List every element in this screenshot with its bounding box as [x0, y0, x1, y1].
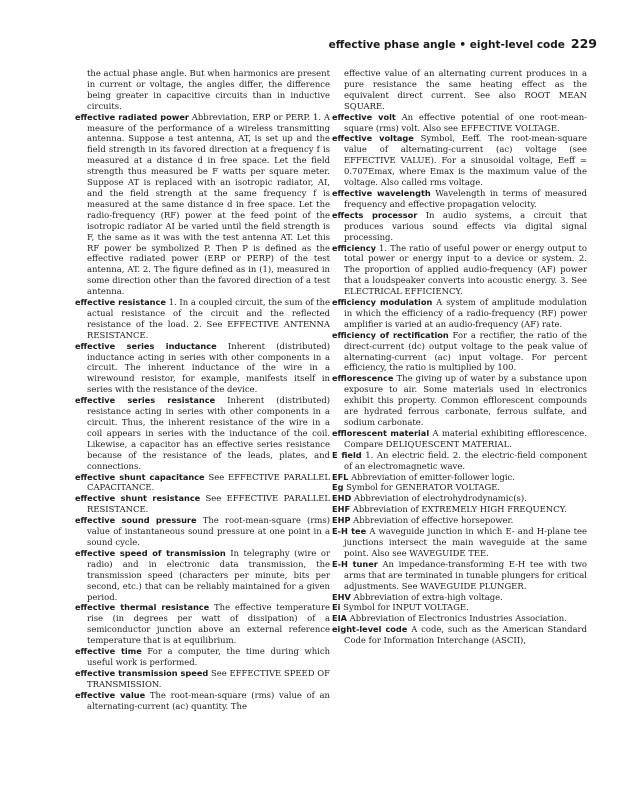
entry-definition: The root-mean-square (rms) value of an alternating-current (ac) quantity. The [87, 689, 330, 711]
entry-definition: 1. The ratio of useful power or energy output to total power or energy input to a device or system. 2. The proportion of applied audio-frequency (AF) power that a loudspeaker converts into acoustic energy. 3. See ELECTRICAL EFFICIENCY. [344, 242, 587, 297]
entry-headword: effective thermal resistance [75, 602, 210, 613]
entry-definition: effective value of an alternating current produces in a pure resistance the same heating effect as the equivalent direct current. See also ROOT MEAN SQUARE. [344, 68, 587, 111]
dictionary-entry [332, 243, 587, 298]
entry-definition: An impedance-transforming E-H tee with two arms that are terminated in tunable plungers for critical adjustments. See WAVEGUIDE PLUNGER. [344, 558, 588, 591]
entry-definition: Abbreviation of effective horsepower. [353, 515, 514, 526]
entry-headword: effective resistance [75, 297, 166, 308]
dictionary-entry [75, 395, 330, 471]
entry-headword: efficiency of rectification [332, 329, 449, 340]
dictionary-entry [75, 668, 330, 690]
entry-headword: EHV [332, 591, 351, 602]
dictionary-entry [332, 450, 587, 472]
entry-definition: The root-mean-square (rms) value of instantaneous sound pressure at one point in a sound cycle. [87, 515, 330, 547]
dictionary-entry [332, 428, 587, 450]
entry-headword: EIA [332, 613, 347, 624]
entry-definition: A waveguide junction in which E- and H-plane tee junctions intersect the main waveguide at the same point. Also see WAVEGUIDE TEE. [344, 526, 588, 558]
entry-headword: Ei [332, 602, 341, 613]
dictionary-entry [332, 624, 587, 646]
entry-headword: effective radiated power [75, 111, 189, 122]
entry-definition: Abbreviation of emitter-follower logic. [351, 471, 515, 482]
dictionary-entry [332, 188, 587, 210]
dictionary-entry [75, 690, 330, 712]
dictionary-entry [75, 548, 330, 603]
entry-headword: effective shunt capacitance [75, 471, 205, 482]
entry-definition: Abbreviation, ERP or PERP. 1. A measure of the performance of a wireless transmitting antenna. Suppose a test antenna, AT, is set up and the field strength in its favored direction at a frequency f is measured at a distance d in free space. Let the field strength thus measured be F watts per square meter. Suppose AT is replaced with an isotropic radiator, AI, and the field strength at the same frequency f is measured at the same distance d in free space. Let the radio-frequency (RF) power at the feed point of the isotropic radiator AI be varied until the field strength is F, the same as it was with the test antenna AT. Let this RF power be symbolized P. Then P is defined as the effective radiated power (ERP or PERP) of the test antenna, AT. 2. The figure defined as in (1), measured in some direction other than the favored direction of a test antenna. [87, 111, 330, 297]
entry-definition: The effective temperature rise (in degrees per watt of dissipation) of a semiconductor junction above an external reference temperature that is at equilibrium. [87, 602, 331, 646]
entry-headword: effective value [75, 689, 146, 700]
dictionary-entry [332, 493, 587, 504]
entry-headword: effective voltage [332, 133, 414, 144]
dictionary-entry [332, 592, 587, 603]
dictionary-entry [75, 112, 330, 297]
dictionary-entry [75, 646, 330, 668]
entry-definition: Symbol for INPUT VOLTAGE. [343, 602, 469, 613]
entry-headword: EHF [332, 504, 351, 515]
dictionary-entry [332, 373, 587, 428]
entry-definition: A material exhibiting efflorescence. Compare DELIQUESCENT MATERIAL. [344, 427, 587, 449]
entry-headword: effective sound pressure [75, 515, 197, 526]
dictionary-entry [332, 602, 587, 613]
entry-definition: Wavelength in terms of measured frequency and effective propagation velocity. [344, 187, 587, 209]
entry-definition: See EFFECTIVE SPEED OF TRANSMISSION. [87, 667, 330, 689]
entry-definition: An effective potential of one root-mean-square (rms) volt. Also see EFFECTIVE VOLTAGE. [344, 111, 587, 133]
entry-definition: See EFFECTIVE PARALLEL CAPACITANCE. [87, 471, 330, 493]
dictionary-entry [332, 297, 587, 330]
entry-definition: Inherent (distributed) resistance acting in series with other components in a circuit. Thus, the inherent resistance of the wire in a coil appears in series with the inductance of the coil. Likewise, a capacitor has an effective series resistance because of the resistance of the leads, plates, and connections. [87, 395, 331, 471]
dictionary-entry [75, 515, 330, 548]
entry-definition: Symbol, Eeff. The root-mean-square value of alternating-current (ac) voltage (see EFFECTIVE VALUE). For a sinusoidal voltage, Eeff = 0.707Emax, where Emax is the maximum value of the voltage. Also called rms voltage. [344, 133, 587, 188]
dictionary-entry [75, 493, 330, 515]
entry-definition: In audio systems, a circuit that produces various sound effects via digital signal processing. [344, 209, 587, 242]
entry-headword: EFL [332, 471, 349, 482]
dictionary-entry [75, 341, 330, 396]
entry-headword: effective shunt resistance [75, 493, 201, 504]
entry-definition: A code, such as the American Standard Code for Information Interchange (ASCII), [344, 624, 587, 646]
entry-definition: For a rectifier, the ratio of the direct-current (dc) output voltage to the peak value of alternating-current (ac) input voltage. For percent efficiency, the ratio is multiplied by 100. [344, 329, 588, 373]
entry-headword: E field [332, 449, 362, 460]
entry-headword: effective time [75, 646, 142, 657]
entry-definition: For a computer, the time during which useful work is performed. [87, 646, 331, 667]
entry-definition: the actual phase angle. But when harmonics are present in current or voltage, the angles differ, the difference being greater in capacitive circuits than in inductive circuits. [87, 68, 330, 111]
entry-definition: 1. In a coupled circuit, the sum of the actual resistance of the circuit and the reflected resistance of the load. 2. See EFFECTIVE ANTENNA RESISTANCE. [87, 297, 331, 340]
left-column [75, 68, 330, 711]
dictionary-entry [332, 330, 587, 374]
right-column [332, 68, 587, 646]
dictionary-entry [75, 472, 330, 494]
entry-definition: Abbreviation of electrohydrodynamic(s). [353, 493, 527, 504]
entry-definition: A system of amplitude modulation in which the efficiency of a radio-frequency (RF) power amplifier is varied at an audio-frequency (AF) rate. [344, 297, 587, 329]
dictionary-entry [332, 559, 587, 592]
entry-headword: EHP [332, 515, 351, 526]
entry-headword: effective series inductance [75, 340, 217, 351]
entry-definition: Abbreviation of extra-high voltage. [353, 591, 503, 602]
dictionary-entry [332, 526, 587, 559]
entry-definition: Abbreviation of EXTREMELY HIGH FREQUENCY. [352, 504, 567, 515]
entry-headword: effective wavelength [332, 187, 431, 198]
entry-definition: Inherent (distributed) inductance acting in series with other components in a circuit. The inherent inductance of the wire in a wirewound resistor, for example, manifests itself in series with the resistance of the device. [87, 340, 330, 395]
entry-headword: effective transmission speed [75, 667, 209, 678]
page-number: 229 [570, 36, 597, 51]
dictionary-entry [332, 133, 587, 188]
dictionary-entry [332, 613, 587, 624]
entry-definition: 1. An electric field. 2. the electric-field component of an electromagnetic wave. [344, 449, 587, 471]
entry-headword: E-H tuner [332, 558, 378, 569]
header-title: effective phase angle • eight-level code [328, 39, 565, 51]
dictionary-entry [75, 68, 330, 112]
dictionary-entry [332, 210, 587, 243]
entry-headword: effective series resistance [75, 395, 216, 406]
dictionary-entry [75, 297, 330, 341]
entry-headword: Eg [332, 482, 344, 493]
dictionary-entry [332, 472, 587, 483]
entry-headword: efficiency [332, 242, 376, 253]
dictionary-entry [332, 112, 587, 134]
entry-definition: See EFFECTIVE PARALLEL RESISTANCE. [87, 493, 330, 515]
entry-definition: In telegraphy (wire or radio) and in electronic data transmission, the transmission speed (characters per minute, bits per second, etc.) that can be reliably maintained for a given period. [87, 547, 330, 602]
entry-definition: Abbreviation of Electronics Industries Association. [349, 613, 567, 624]
entry-headword: efflorescent material [332, 427, 430, 438]
entry-definition: The giving up of water by a substance upon exposure to air. Some materials used in electronics exhibit this property. Common efflorescent compounds are hydrated ferrous carbonate, ferrous sulfate, and sodium carbonate. [344, 373, 587, 427]
dictionary-entry [332, 482, 587, 493]
entry-headword: efflorescence [332, 373, 394, 384]
running-header [329, 36, 597, 51]
entry-definition: Symbol for GENERATOR VOLTAGE. [346, 482, 501, 493]
dictionary-entry [332, 68, 587, 112]
entry-headword: effective volt [332, 111, 396, 122]
entry-headword: EHD [332, 493, 352, 504]
entry-headword: E-H tee [332, 526, 367, 537]
dictionary-entry [332, 504, 587, 515]
dictionary-entry [332, 515, 587, 526]
dictionary-entry [75, 602, 330, 646]
entry-headword: effects processor [332, 209, 418, 220]
entry-headword: effective speed of transmission [75, 547, 226, 558]
entry-headword: eight-level code [332, 624, 408, 635]
entry-headword: efficiency modulation [332, 297, 433, 308]
